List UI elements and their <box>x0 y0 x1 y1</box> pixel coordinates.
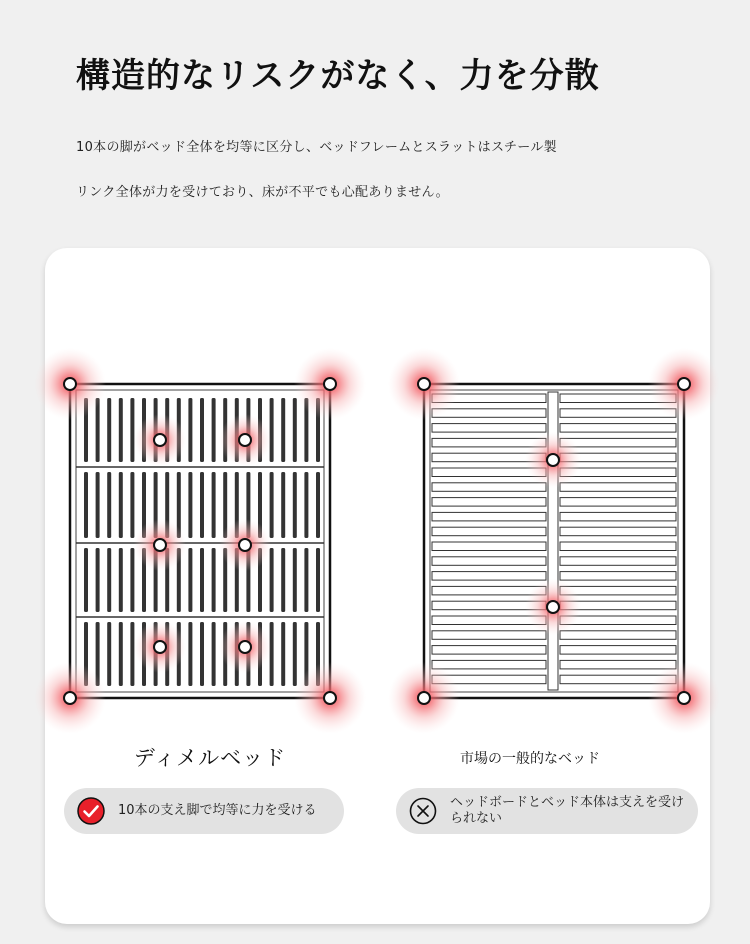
support-point-marker <box>219 621 271 673</box>
x-circle-icon <box>408 796 438 826</box>
left-bed-slat <box>130 548 134 612</box>
right-bed-slat <box>560 527 676 536</box>
right-bed-slat <box>432 660 546 669</box>
left-bed-diagram <box>70 384 330 698</box>
description-line-2: リンク全体が力を受けており、床が不平でも心配ありません。 <box>76 185 449 200</box>
left-bed-slat <box>304 548 308 612</box>
support-point-marker <box>294 662 366 734</box>
right-bed-label: 市場の一般的なベッド <box>460 751 600 767</box>
right-bed-slat <box>560 646 676 655</box>
support-point-marker <box>388 662 460 734</box>
right-bed-slat <box>432 424 546 433</box>
right-bed-slat <box>432 557 546 566</box>
right-bed-slat <box>432 512 546 521</box>
right-bed-slat <box>432 527 546 536</box>
right-bed-slat <box>432 646 546 655</box>
left-bed-slat <box>200 548 204 612</box>
left-bed-slat <box>96 472 100 538</box>
left-bed-slat <box>119 622 123 686</box>
left-bed-note-text: 10本の支え脚で均等に力を受ける <box>118 803 317 818</box>
right-bed-slat <box>560 409 676 418</box>
right-bed-note-text: ヘッドボードとベッド本体は支えを受けられない <box>450 795 685 826</box>
support-point-marker <box>525 579 581 635</box>
left-bed-slat <box>107 548 111 612</box>
left-bed-slat <box>188 472 192 538</box>
support-point-marker <box>134 621 186 673</box>
left-bed-slat <box>200 472 204 538</box>
right-bed-slat <box>560 424 676 433</box>
left-bed-note <box>64 788 344 834</box>
left-bed-slat <box>270 472 274 538</box>
right-bed-slat <box>560 512 676 521</box>
support-point-marker <box>648 662 720 734</box>
support-point-marker <box>219 414 271 466</box>
right-bed-slat <box>432 498 546 507</box>
right-bed-slat <box>432 572 546 581</box>
right-bed-slat <box>560 438 676 447</box>
left-bed-slat <box>200 398 204 462</box>
right-bed-diagram <box>424 384 684 698</box>
left-bed-slat <box>119 398 123 462</box>
left-bed-slat <box>304 472 308 538</box>
support-point-marker <box>525 432 581 488</box>
left-bed-slat <box>107 472 111 538</box>
right-bed-slat <box>432 631 546 640</box>
left-bed-slats <box>84 398 320 686</box>
right-bed-note <box>396 788 698 834</box>
right-bed-slat <box>560 660 676 669</box>
left-bed-slat <box>293 398 297 462</box>
right-bed-slat <box>560 631 676 640</box>
left-bed-slat <box>212 398 216 462</box>
left-bed-slat <box>96 548 100 612</box>
left-bed-slat <box>188 622 192 686</box>
left-bed-slat <box>270 548 274 612</box>
left-bed-slat <box>84 548 88 612</box>
support-point-marker <box>134 519 186 571</box>
left-bed-slat <box>316 472 320 538</box>
left-bed-slat <box>270 622 274 686</box>
support-point-marker <box>388 348 460 420</box>
left-bed-slat <box>293 472 297 538</box>
left-bed-slat <box>188 398 192 462</box>
left-bed-slat <box>84 472 88 538</box>
page-title: 構造的なリスクがなく、力を分散 <box>76 56 600 96</box>
left-bed-slat <box>200 622 204 686</box>
left-bed-slat <box>281 548 285 612</box>
right-bed-slat <box>432 542 546 551</box>
left-bed-slat <box>316 548 320 612</box>
left-bed-slat <box>107 398 111 462</box>
left-bed-slat <box>212 472 216 538</box>
left-bed-slat <box>281 622 285 686</box>
left-bed-label: ディメルベッド <box>133 746 287 770</box>
right-bed-slat <box>560 498 676 507</box>
support-point-marker <box>34 348 106 420</box>
right-bed-slat <box>432 438 546 447</box>
right-bed-slat <box>560 572 676 581</box>
check-circle-icon <box>76 796 106 826</box>
left-bed-slat <box>130 472 134 538</box>
left-bed-slat <box>281 472 285 538</box>
left-bed-slat <box>107 622 111 686</box>
support-point-marker <box>219 519 271 571</box>
left-bed-slat <box>281 398 285 462</box>
left-bed-slat <box>212 622 216 686</box>
right-bed-slat <box>432 483 546 492</box>
support-point-marker <box>134 414 186 466</box>
left-bed-slat <box>119 472 123 538</box>
left-bed-slat <box>119 548 123 612</box>
left-bed-slat <box>130 622 134 686</box>
right-bed-slat <box>432 409 546 418</box>
right-bed-slat <box>560 483 676 492</box>
support-point-marker <box>294 348 366 420</box>
right-bed-slat <box>560 557 676 566</box>
left-bed-slat <box>293 622 297 686</box>
left-bed-slat <box>212 548 216 612</box>
left-bed-slat <box>293 548 297 612</box>
description-line-1: 10本の脚がベッド全体を均等に区分し、ベッドフレームとスラットはスチール製 <box>76 140 557 155</box>
left-bed-slat <box>270 398 274 462</box>
left-bed-slat <box>188 548 192 612</box>
support-point-marker <box>648 348 720 420</box>
right-bed-slat <box>560 542 676 551</box>
support-point-marker <box>34 662 106 734</box>
left-bed-slat <box>130 398 134 462</box>
